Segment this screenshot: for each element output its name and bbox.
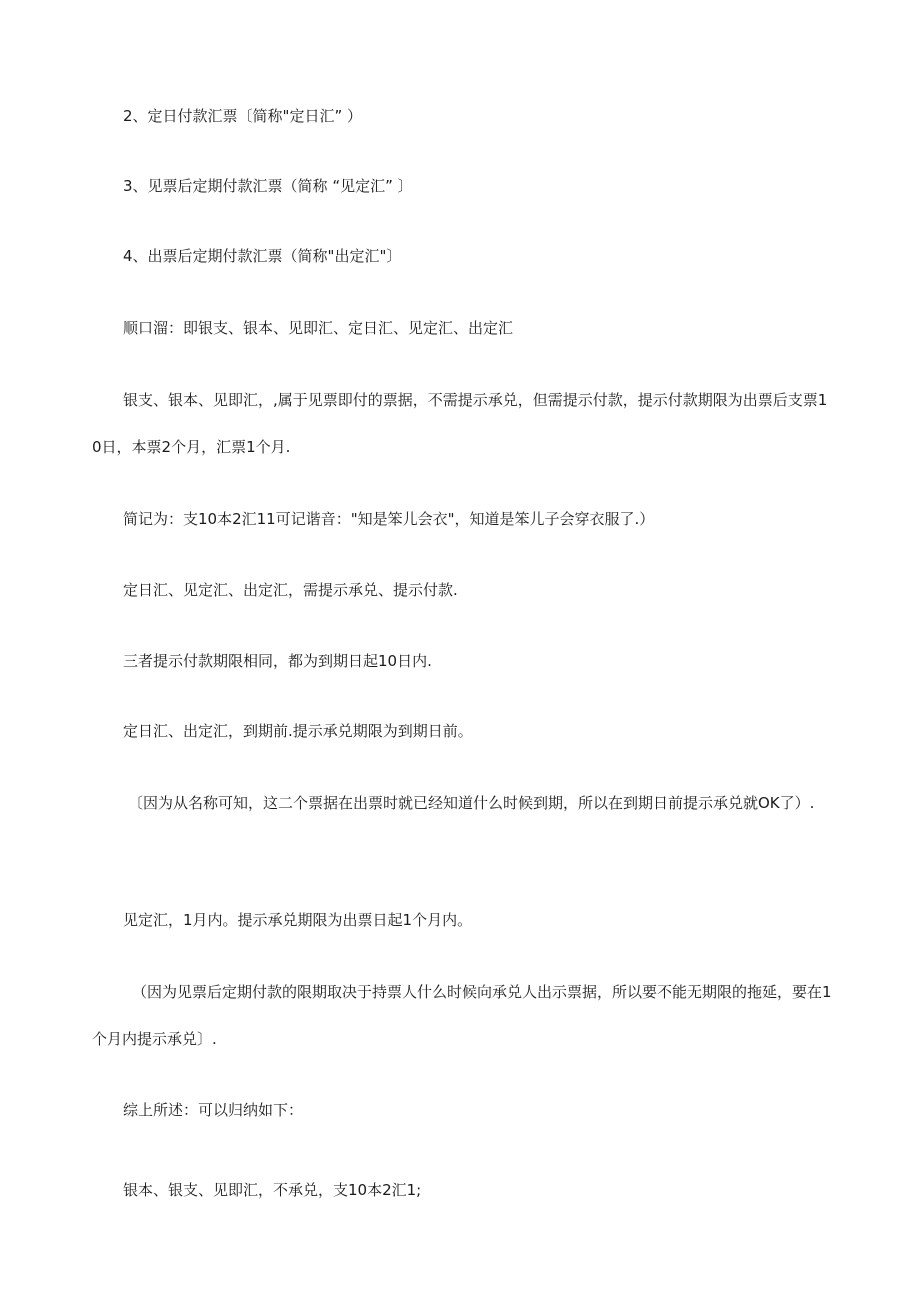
paragraph: 定日汇、见定汇、出定汇，需提示承兑、提示付款.	[123, 581, 458, 599]
paragraph: 银支、银本、见即汇，,属于见票即付的票据，不需提示承兑，但需提示付款，提示付款期限为出票后支票10日，本票2个月，汇票1个月.	[92, 391, 828, 456]
paragraph: 简记为：支10本2汇11可记谐音："知是笨儿会衣"，知道是笨儿子会穿衣服了.）	[123, 510, 655, 528]
paragraph: 3、见票后定期付款汇票（简称 “见定汇” 〕	[123, 177, 413, 195]
paragraph: 4、出票后定期付款汇票（简称"出定汇"〕	[123, 247, 402, 265]
paragraph: 顺口溜：即银支、银本、见即汇、定日汇、见定汇、出定汇	[123, 319, 514, 337]
paragraph: 〔因为从名称可知，这二个票据在出票时就已经知道什么时候到期，所以在到期日前提示承兑就OK了）.	[128, 794, 815, 812]
paragraph: （因为见票后定期付款的限期取决于持票人什么时候向承兑人出示票据，所以要不能无期限的拖延，要在1个月内提示承兑〕.	[92, 983, 832, 1048]
paragraph: 见定汇，1月内。提示承兑期限为出票日起1个月内。	[123, 911, 473, 929]
paragraph: 2、定日付款汇票〔简称"定日汇” ）	[123, 107, 362, 125]
paragraph: 银本、银支、见即汇，不承兑，支10本2汇1;	[123, 1181, 422, 1199]
paragraph: 综上所述：可以归纳如下：	[123, 1101, 304, 1119]
paragraph: 三者提示付款期限相同，都为到期日起10日内.	[123, 652, 432, 670]
paragraph: 定日汇、出定汇，到期前.提示承兑期限为到期日前。	[123, 722, 473, 740]
